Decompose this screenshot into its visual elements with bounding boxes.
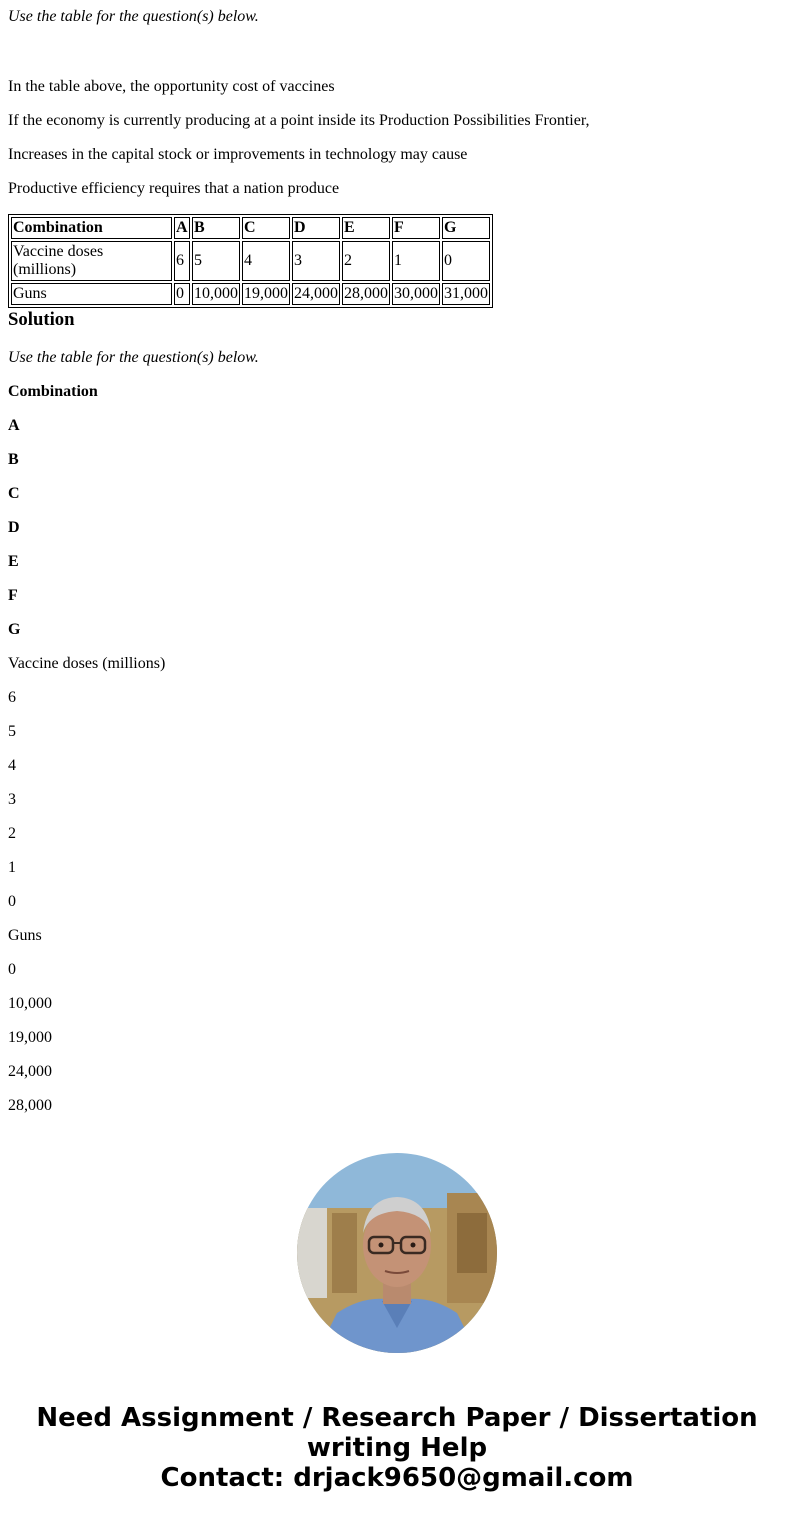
table-cell: 0 [174,283,190,305]
guns-value: 19,000 [8,1029,52,1046]
vaccine-value: 5 [8,723,16,740]
table-header-cell: Combination [11,217,172,239]
question-3: Increases in the capital stock or improvements in technology may cause [8,146,468,163]
table-cell: 19,000 [242,283,290,305]
table-cell: Vaccine doses (millions) [11,241,172,281]
table-cell: Guns [11,283,172,305]
table-header-cell: B [192,217,240,239]
solution-intro: Use the table for the question(s) below. [8,349,259,366]
table-header-cell: C [242,217,290,239]
question-2: If the economy is currently producing at a point inside its Production Possibilities Frontier, [8,112,590,129]
guns-value: 28,000 [8,1097,52,1114]
guns-value: 10,000 [8,995,52,1012]
production-possibilities-table [8,214,493,308]
combination-label: Combination [8,383,98,400]
table-cell: 6 [174,241,190,281]
combination-item: B [8,451,19,468]
author-avatar [297,1153,497,1353]
person-photo-icon [297,1153,497,1353]
table-cell: 1 [392,241,440,281]
table-cell: 5 [192,241,240,281]
combination-item: F [8,587,18,604]
table-cell: 31,000 [442,283,490,305]
combination-item: C [8,485,20,502]
question-1: In the table above, the opportunity cost of vaccines [8,78,335,95]
table-row [11,241,490,281]
promo-line-1: Need Assignment / Research Paper / Dissertation [36,1403,758,1433]
table-cell: 28,000 [342,283,390,305]
combination-item: G [8,621,21,638]
table-cell: 2 [342,241,390,281]
table-cell: 0 [442,241,490,281]
table-header-cell: D [292,217,340,239]
vaccine-value: 1 [8,859,16,876]
table-header-cell: G [442,217,490,239]
vaccine-value: 0 [8,893,16,910]
vaccine-value: 2 [8,825,16,842]
table-header-cell: F [392,217,440,239]
table-cell: 30,000 [392,283,440,305]
table-cell: 10,000 [192,283,240,305]
vaccine-label: Vaccine doses (millions) [8,655,166,672]
guns-label: Guns [8,927,42,944]
vaccine-value: 4 [8,757,16,774]
table-header-row [11,217,490,239]
combination-item: D [8,519,20,536]
promo-contact: Contact: drjack9650@gmail.com [160,1463,634,1493]
intro-instruction: Use the table for the question(s) below. [8,8,259,25]
table-header-cell: E [342,217,390,239]
promo-banner [0,1403,794,1493]
combination-item: A [8,417,20,434]
combination-item: E [8,553,19,570]
table-row [11,283,490,305]
vaccine-value: 6 [8,689,16,706]
table-cell: 3 [292,241,340,281]
guns-value: 0 [8,961,16,978]
table-cell: 24,000 [292,283,340,305]
guns-value: 24,000 [8,1063,52,1080]
solution-heading: Solution [8,309,75,330]
table-cell: 4 [242,241,290,281]
question-4: Productive efficiency requires that a nation produce [8,180,340,197]
table-header-cell: A [174,217,190,239]
promo-line-2: writing Help [306,1433,488,1463]
vaccine-value: 3 [8,791,16,808]
